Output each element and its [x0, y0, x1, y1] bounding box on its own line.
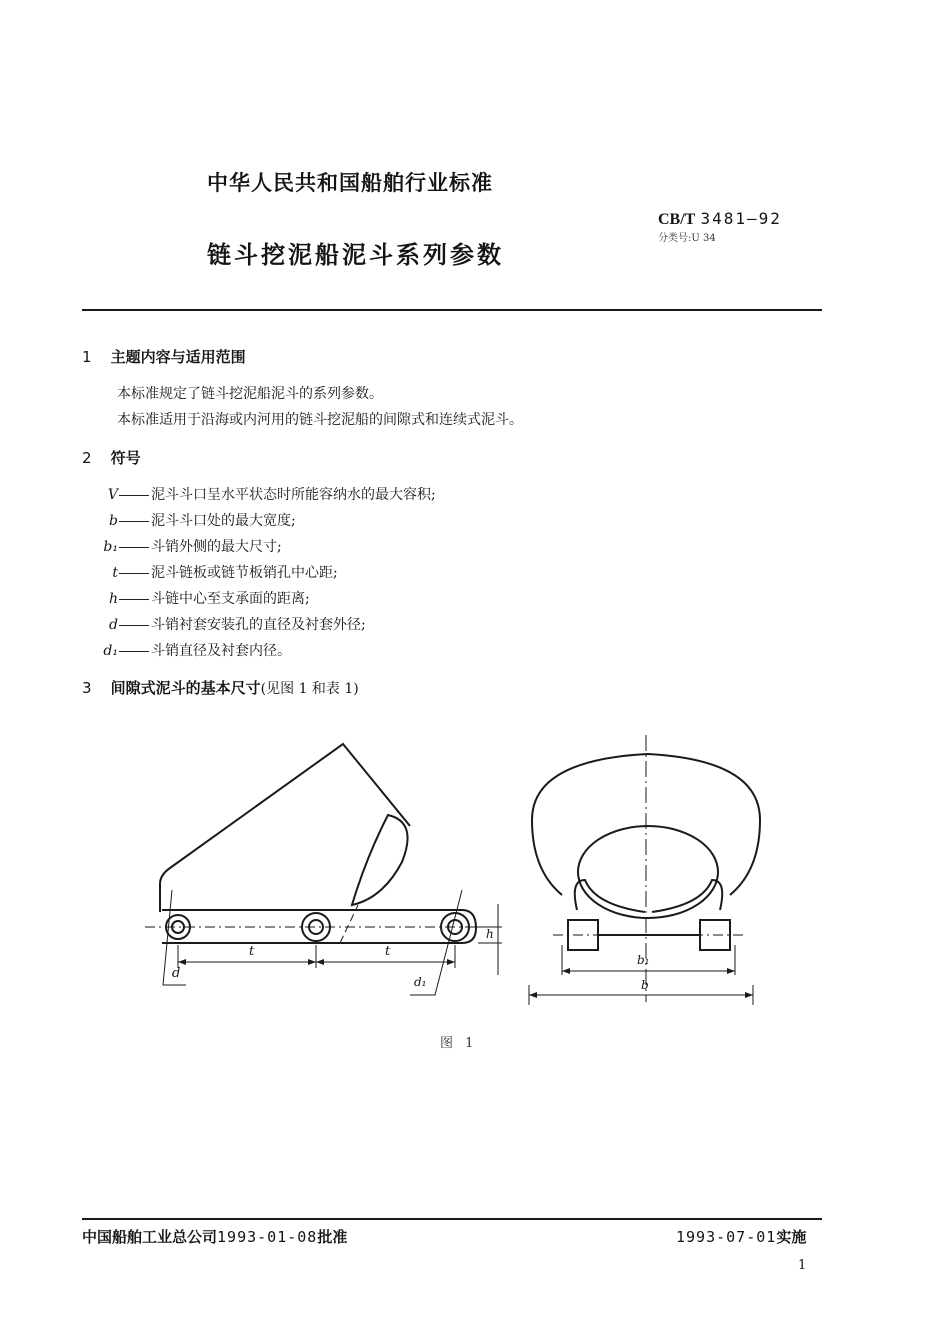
label-h: h	[486, 927, 494, 941]
section-title: 主题内容与适用范围	[110, 348, 246, 366]
standard-code-number: 3481—92	[700, 209, 782, 228]
footer-rule	[82, 1218, 822, 1220]
symbol: h	[108, 591, 118, 607]
symbol: b	[109, 513, 118, 529]
label-t-left: t	[249, 944, 255, 959]
section-title: 符号	[110, 449, 141, 467]
standard-code-prefix: CB/T	[658, 211, 696, 228]
document-title: 链斗挖泥船泥斗系列参数	[207, 241, 504, 269]
section-number: 3	[82, 679, 92, 697]
section-number: 2	[82, 449, 92, 467]
bucket-outline	[160, 744, 410, 912]
symbol: t	[112, 565, 118, 581]
symbol-description: 斗销衬套安装孔的直径及衬套外径;	[151, 617, 366, 633]
implementation-line	[676, 1226, 806, 1247]
section-number: 1	[82, 348, 92, 366]
label-b1: b₁	[637, 953, 650, 967]
symbol-description: 泥斗斗口处的最大宽度;	[151, 513, 296, 529]
bucket-front-inner	[578, 826, 718, 918]
section-title-suffix: (见图 1 和表 1)	[260, 681, 359, 697]
approval-action: 批准	[317, 1228, 348, 1246]
section-title: 间隙式泥斗的基本尺寸	[110, 679, 261, 697]
label-b: b	[641, 978, 649, 992]
symbol-description: 斗销外侧的最大尺寸;	[151, 539, 282, 555]
symbol-description: 斗销直径及衬套内径。	[151, 643, 291, 659]
approval-organization: 中国船舶工业总公司	[82, 1228, 218, 1246]
symbol-description: 斗链中心至支承面的距离;	[151, 591, 310, 607]
approval-date: 1993-01-08	[217, 1228, 318, 1246]
symbol: b₁	[103, 539, 118, 555]
symbol: d₁	[103, 643, 118, 659]
implementation-date: 1993-07-01	[676, 1228, 777, 1246]
symbol-description: 泥斗斗口呈水平状态时所能容纳水的最大容积;	[151, 487, 436, 503]
paragraph: 本标准适用于沿海或内河用的链斗挖泥船的间隙式和连续式泥斗。	[117, 412, 523, 428]
implementation-action: 实施	[776, 1228, 807, 1246]
figure-caption: 图 1	[440, 1036, 478, 1051]
standard-title: 中华人民共和国船舶行业标准	[207, 171, 493, 195]
page-number: 1	[798, 1258, 807, 1273]
symbol: V	[107, 487, 118, 503]
approval-line	[82, 1226, 347, 1247]
classification-number: 分类号:U 34	[658, 233, 716, 244]
paragraph: 本标准规定了链斗挖泥船泥斗的系列参数。	[117, 386, 383, 402]
symbol: d	[109, 617, 118, 633]
bucket-lip	[352, 815, 408, 905]
label-t-right: t	[385, 944, 391, 959]
symbol-description: 泥斗链板或链节板销孔中心距;	[151, 565, 338, 581]
label-d: d	[172, 966, 181, 981]
label-d1: d₁	[414, 975, 427, 989]
